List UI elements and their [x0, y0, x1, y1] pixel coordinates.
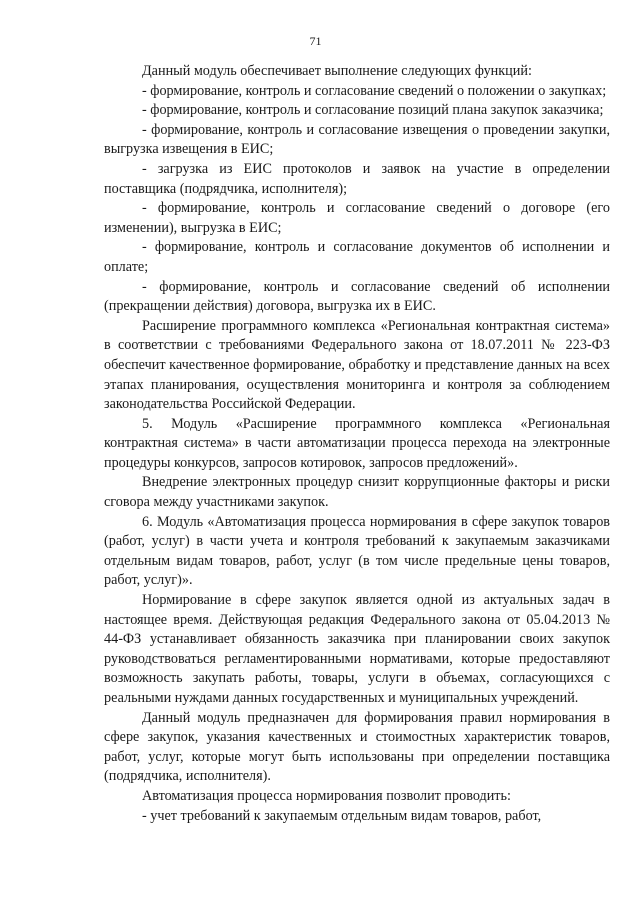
module-heading-6: 6. Модуль «Автоматизация процесса нормирования в сфере закупок товаров (работ, услуг) в части учета и контроля требований к закупаемым заказчиками отдельным видам товаров, работ, услуг (в том числе предельные цены товаров, работ, услуг)». — [104, 513, 610, 589]
paragraph: Расширение программного комплекса «Региональная контрактная система» в соответствии с требованиями Федерального закона от 18.07.2011 № 223-ФЗ обеспечит качественное формирование, обработку и представление данных на всех этапах планирования, осуществления мониторинга и контроля за соблюдением законодательства Российской Федерации. — [104, 317, 610, 413]
page-number: 71 — [309, 34, 322, 48]
list-item: - формирование, контроль и согласование сведений о договоре (его изменении), выгрузка в ЕИС; — [104, 200, 610, 236]
list-item: - формирование, контроль и согласование позиций плана закупок заказчика; — [142, 102, 604, 119]
paragraph: Нормирование в сфере закупок является одной из актуальных задач в настоящее время. Действующая редакция Федерального закона от 05.04.2013 № 44-ФЗ устанавливает обязанность заказчика при планировании своих закупок руководствоваться регламентированными нормативами, которые предоставляют возможность закупать работы, товары, услуги в объемах, согласующихся с реальными нуждами данных государственных и муниципальных учреждений. — [104, 592, 610, 706]
list-item: - формирование, контроль и согласование документов об исполнении и оплате; — [104, 239, 610, 275]
paragraph: Данный модуль предназначен для формирования правил нормирования в сфере закупок, указания качественных и стоимостных характеристик товаров, работ, услуг, которые могут быть использованы при определении поставщика (подрядчика, исполнителя). — [104, 709, 610, 785]
list-item: - формирование, контроль и согласование извещения о проведении закупки, выгрузка извещения в ЕИС; — [104, 121, 610, 158]
paragraph: Внедрение электронных процедур снизит коррупционные факторы и риски сговора между участниками закупок. — [104, 474, 610, 511]
list-item: - формирование, контроль и согласование сведений о положении о закупках; — [142, 82, 607, 99]
paragraph-intro: Данный модуль обеспечивает выполнение следующих функций: — [142, 63, 532, 79]
list-item: - загрузка из ЕИС протоколов и заявок на участие в определении поставщика (подрядчика, исполнителя); — [104, 160, 610, 197]
module-heading-5: 5. Модуль «Расширение программного комплекса «Региональная контрактная система» в части автоматизации процесса перехода на электронные процедуры конкурсов, запросов котировок, запросов предложений». — [104, 415, 610, 471]
body-text — [104, 62, 610, 826]
list-item: - учет требований к закупаемым отдельным видам товаров, работ, — [142, 807, 542, 824]
list-item: - формирование, контроль и согласование сведений об исполнении (прекращении действия) договора, выгрузка их в ЕИС. — [104, 278, 610, 315]
paragraph: Автоматизация процесса нормирования позволит проводить: — [142, 787, 511, 804]
